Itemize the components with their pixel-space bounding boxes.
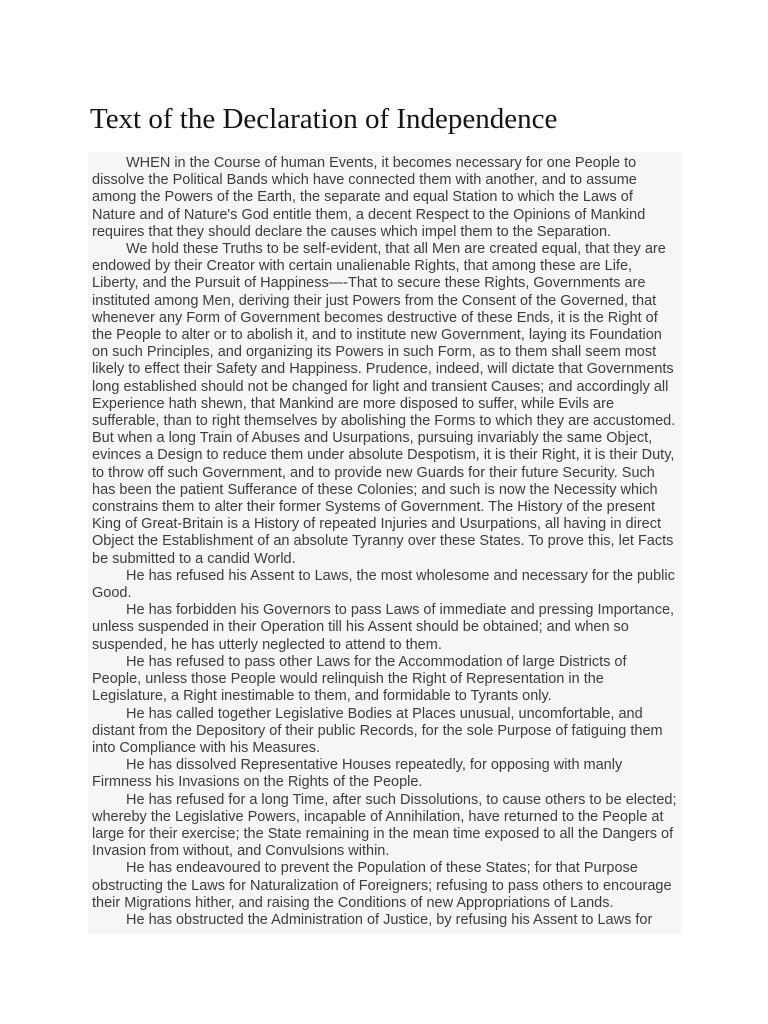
paragraph-grievance-3: He has refused to pass other Laws for the Accommodation of large Districts of People, unless those People would relinquish the Right of Representation in the Legislature, a Right inestimable to them, and formidable to Tyrants only.: [92, 653, 627, 705]
document-body: [88, 152, 682, 934]
paragraph-grievance-7: He has endeavoured to prevent the Population of these States; for that Purpose obstructing the Laws for Naturalization of Foreigners; refusing to pass others to encourage their Migrations hither, and raising the Conditions of new Appropriations of Lands.: [92, 860, 672, 911]
paragraph-grievance-5: He has dissolved Representative Houses repeatedly, for opposing with manly Firmness his Invasions on the Rights of the People.: [92, 757, 623, 791]
paragraph-grievance-8-truncated: He has obstructed the Administration of Justice, by refusing his Assent to Laws for: [126, 911, 653, 928]
document-title: Text of the Declaration of Independence: [90, 103, 558, 135]
paragraph-grievance-1: He has refused his Assent to Laws, the most wholesome and necessary for the public Good.: [92, 567, 675, 602]
paragraph-preamble: WHEN in the Course of human Events, it becomes necessary for one People to dissolve the Political Bands which have connected them with another, and to assume among the Powers of the Earth, the separate and equal Station to which the Laws of Nature and of Nature's God entitle them, a decent Respect to the Opinions of Mankind requires that they should declare the causes which impel them to the Separation.: [92, 155, 646, 240]
paragraph-grievance-4: He has called together Legislative Bodies at Places unusual, uncomfortable, and distant from the Depository of their public Records, for the sole Purpose of fatiguing them into Compliance with his Measures.: [92, 705, 663, 756]
paragraph-grievance-6: He has refused for a long Time, after such Dissolutions, to cause others to be elected; whereby the Legislative Powers, incapable of Annihilation, have returned to the People at large for their exercise; the State remaining in the mean time exposed to all the Dangers of Invasion from without, and Convulsions within.: [92, 791, 677, 860]
paragraph-self-evident: We hold these Truths to be self-evident, that all Men are created equal, that they are endowed by their Creator with certain unalienable Rights, that among these are Life, Liberty, and the Pursuit of Happiness—-That to secure these Rights, Governments are instituted among Men, deriving their just Powers from the Consent of the Governed, that whenever any Form of Government becomes destructive of these Ends, it is the Right of the People to alter or to abolish it, and to institute new Government, laying its Foundation on such Principles, and organizing its Powers in such Form, as to them shall seem most likely to effect their Safety and Happiness. Prudence, indeed, will dictate that Governments long established should not be changed for light and transient Causes; and accordingly all Experience hath shewn, that Mankind are more disposed to suffer, while Evils are sufferable, than to right themselves by abolishing the Forms to which they are accustomed. But when a long Train of Abuses and Usurpations, pursuing invariably the same Object, evinces a Design to reduce them under absolute Despotism, it is their Right, it is their Duty, to throw off such Government, and to provide new Guards for their future Security. Such has been the patient Sufferance of these Colonies; and such is now the Necessity which constrains them to alter their former Systems of Government. The History of the present King of Great-Britain is a History of repeated Injuries and Usurpations, all having in direct Object the Establishment of an absolute Tyranny over these States. To prove this, let Facts be submitted to a candid World.: [92, 241, 676, 567]
paragraph-grievance-2: He has forbidden his Governors to pass Laws of immediate and pressing Importance, unless suspended in their Operation till his Assent should be obtained; and when so suspended, he has utterly neglected to attend to them.: [92, 602, 675, 653]
